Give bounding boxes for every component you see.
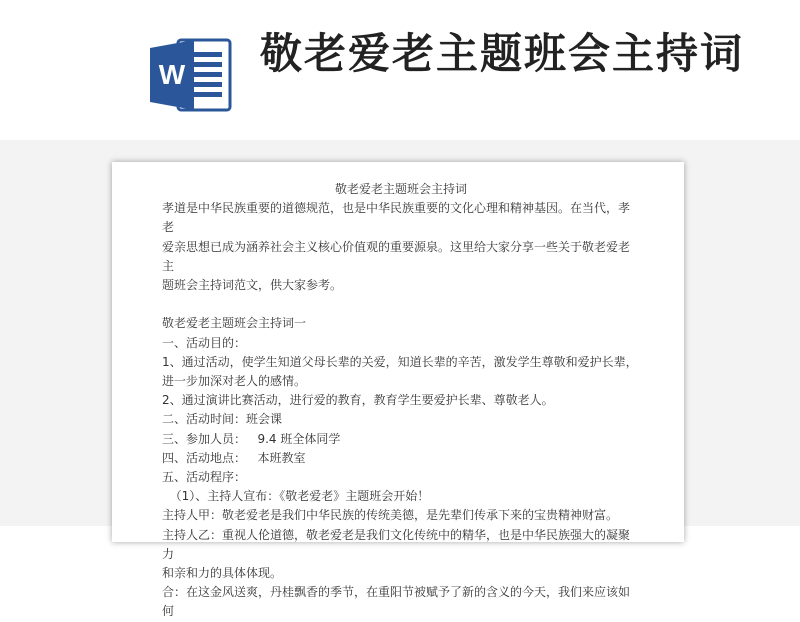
document-line: 2、通过演讲比赛活动，进行爱的教育，教育学生要爱护长辈、尊敬老人。 (162, 393, 554, 408)
document-line: 五、活动程序： (162, 470, 247, 485)
document-page (112, 162, 684, 619)
document-line: 一、活动目的： (162, 335, 247, 350)
word-icon-letter: W (158, 59, 186, 90)
document-line: 四、活动地点： 本班教室 (162, 450, 306, 465)
word-document-icon (148, 36, 232, 114)
document-line: 和亲和力的具体体现。 (162, 566, 283, 581)
document-line: 1、通过活动，使学生知道父母长辈的关爱，知道长辈的辛苦，激发学生尊敬和爱护长辈， (162, 354, 638, 369)
document-body (162, 180, 640, 622)
document-title: 敬老爱老主题班会主持词 (334, 182, 467, 196)
page-title: 敬老爱老主题班会主持词 (260, 29, 745, 78)
document-line: 孝道是中华民族重要的道德规范，也是中华民族重要的文化心理和精神基因。在当代，孝老 (162, 201, 631, 235)
document-line: 主持人乙：重视人伦道德，敬老爱老是我们文化传统中的精华，也是中华民族强大的凝聚力 (162, 527, 631, 561)
document-line: 进一步加深对老人的感情。 (162, 374, 307, 389)
document-lines (162, 199, 640, 621)
document-line: 三、参加人员： 9.4 班全体同学 (162, 431, 341, 446)
document-line: 敬老爱老主题班会主持词一 (162, 316, 307, 331)
document-line: 题班会主持词范文，供大家参考。 (162, 278, 343, 293)
document-line: 爱亲思想已成为涵养社会主义核心价值观的重要源泉。这里给大家分享一些关于敬老爱老主 (162, 239, 631, 273)
document-line: （1）、主持人宣布：《敬老爱老》主题班会开始！ (162, 489, 430, 504)
document-line: 二、活动时间：班会课 (162, 412, 283, 427)
document-line: 合：在这金风送爽，丹桂飘香的季节，在重阳节被赋予了新的含义的今天，我们来应该如何 (162, 585, 631, 619)
blank-line (162, 295, 640, 314)
document-line: 主持人甲：敬老爱老是我们中华民族的传统美德，是先辈们传承下来的宝贵精神财富。 (162, 508, 619, 523)
